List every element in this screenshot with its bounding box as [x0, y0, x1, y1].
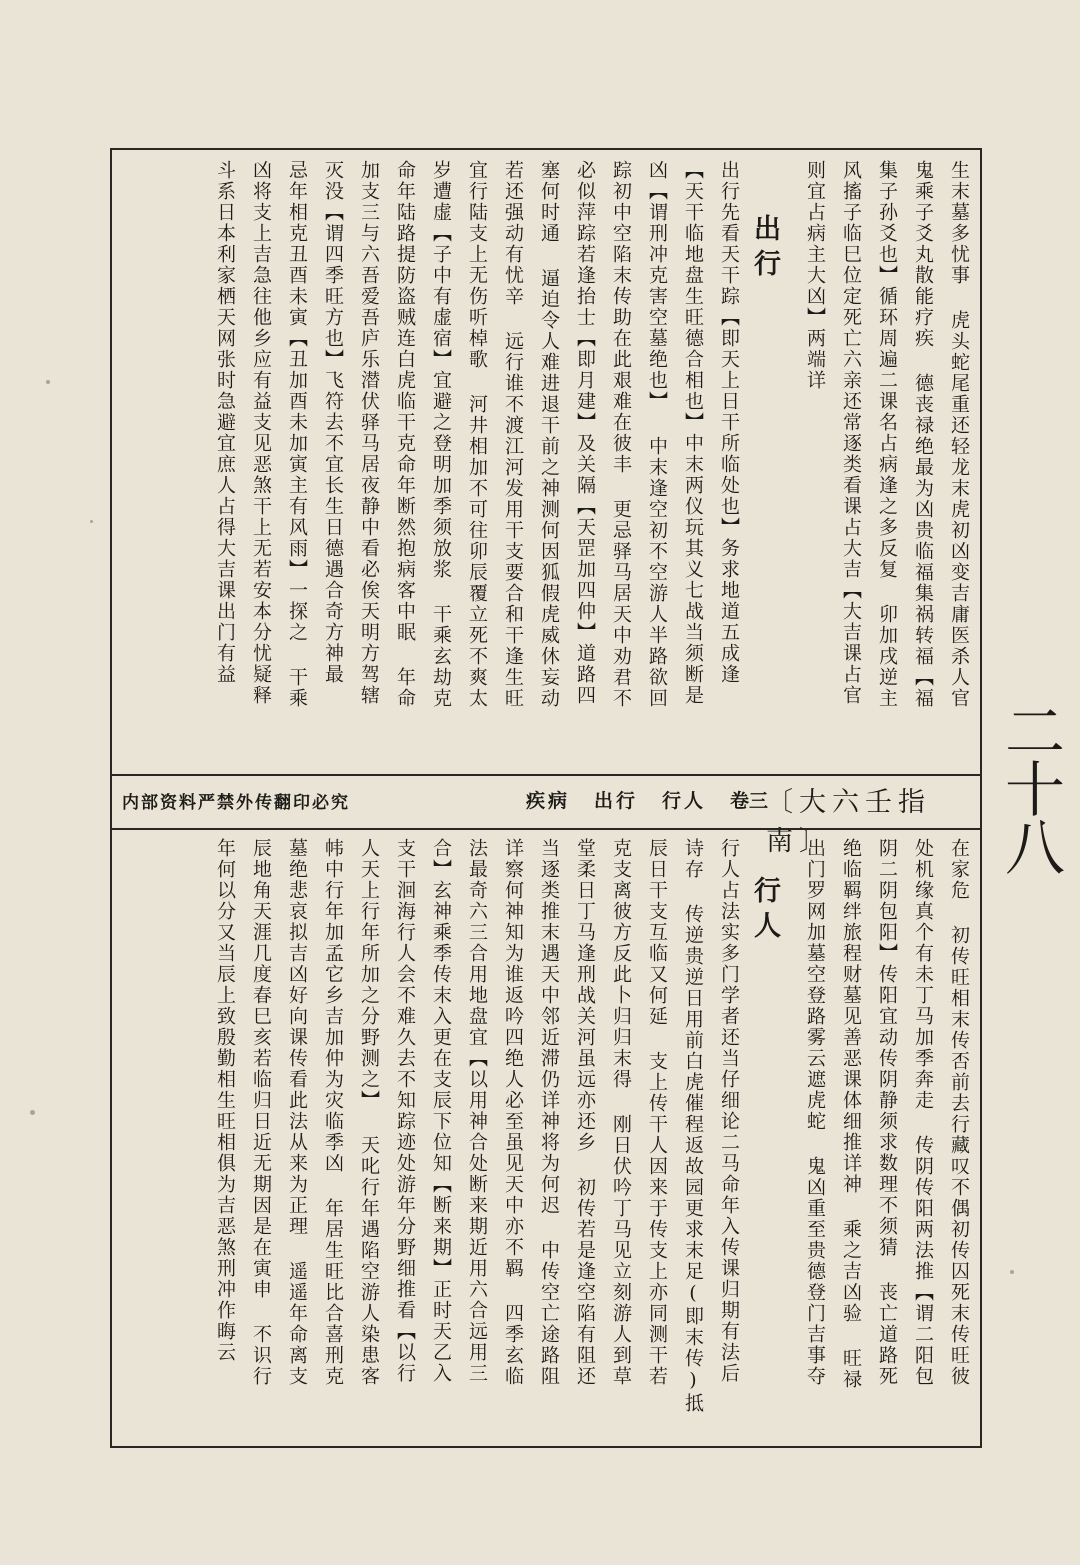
text-column: 灭没【谓四季旺方也】飞符去不宜长生日德遇合奇方神最 [322, 160, 344, 685]
category-label: 出行 [594, 790, 639, 812]
text-column: 克支离彼方反此卜归归末得 刚日伏吟丁马见立刻游人到草 [610, 838, 632, 1387]
text-column: 在家危 初传旺相末传否前去行藏叹不偶初传囚死末传旺彼 [948, 838, 970, 1387]
section-title-traveler: 行人 [749, 876, 780, 946]
text-column: 生末墓多忧事 虎头蛇尾重还轻龙末虎初凶变吉庸医杀人官 [948, 160, 970, 709]
text-column: 辰地角天涯几度春巳亥若临归日近无期因是在寅申 不识行 [250, 838, 272, 1387]
text-column: 若还强动有忧辛 远行谁不渡江河发用干支要合和干逢生旺 [502, 160, 524, 709]
text-column: 人天上行年所加之分野测之】 天叱行年遇陷空游人染患客 [358, 838, 380, 1387]
text-column: 塞何时通 逼迫令人难进退干前之神测何因狐假虎威休妄动 [538, 160, 560, 709]
text-column: 墓绝悲哀拟吉凶好向课传看此法从来为正理 遥遥年命离支 [286, 838, 308, 1387]
text-column: 风搐子临巳位定死亡六亲还常逐类看课占大吉【大吉课占官 [840, 160, 862, 706]
paper-speck [1010, 1270, 1014, 1274]
text-column: 诗存 传逆贵逆日用前白虎催程返故园更求末足(即末传)抵 [682, 838, 704, 1414]
text-column: 斗系日本利家栖天网张时急避宜庶人占得大吉课出门有益 [214, 160, 236, 685]
text-column: 当逐类推末遇天中邻近滞仍详神将为何迟 中传空亡途路阻 [538, 838, 560, 1387]
text-column: 凶【谓刑冲克害空墓绝也】 中末逢空初不空游人半路欲回 [646, 160, 668, 709]
text-column: 绝临羁绊旅程财墓见善恶课体细推详神 乘之吉凶验 旺禄 [840, 838, 862, 1390]
text-column: 【天干临地盘生旺德合相也】中末两仪玩其义七战当须断是 [682, 160, 704, 706]
text-column: 加支三与六吾爱吾庐乐潜伏驿马居夜静中看必俟天明方驾辖 [358, 160, 380, 706]
header-volume: 卷三 [730, 790, 769, 812]
text-column: 年何以分又当辰上致殷勤相生旺相俱为吉恶煞刑冲作晦云 [214, 838, 236, 1363]
header-notice: 内部资料严禁外传翻印必究 [122, 793, 350, 813]
header-book-title: 〔大六壬指南〕 [766, 787, 931, 857]
category-label: 疾病 [526, 790, 571, 812]
text-column: 出行先看天干踪【即天上日干所临处也】务求地道五成逢 [718, 160, 740, 685]
lower-panel [120, 832, 972, 1442]
text-column: 支干洄海行人会不难久去不知踪迹处游年分野细推看【以行 [394, 838, 416, 1384]
page-number: 二十八 [995, 700, 1065, 874]
text-column: 详察何神知为谁返吟四绝人必至虽见天中亦不羁 四季玄临 [502, 838, 524, 1387]
text-column: 阴二阴包阳】传阳宜动传阴静须求数理不须猜 丧亡道路死 [876, 838, 898, 1387]
text-column: 则宜占病主大凶】两端详 [804, 160, 826, 391]
category-label: 行人 [662, 790, 707, 812]
text-column: 堂柔日丁马逢刑战关河虽远亦还乡 初传若是逢空陷有阻还 [574, 838, 596, 1387]
text-column: 出门罗网加墓空登路雾云遮虎蛇 鬼凶重至贵德登门吉事夺 [804, 838, 826, 1387]
text-column: 辰日干支互临又何延 支上传干人因来于传支上亦同测干若 [646, 838, 668, 1387]
text-column: 宜行陆支上无伤听棹歌 河井相加不可往卯辰覆立死不爽太 [466, 160, 488, 709]
upper-panel [120, 154, 972, 772]
section-title-departure: 出行 [749, 214, 780, 284]
text-column: 必似萍踪若逢抬士【即月建】及关隔【天罡加四仲】道路四 [574, 160, 596, 706]
band-bottom-rule [112, 828, 980, 830]
text-column: 合】玄神乘季传末入更在支辰下位知【断来期】正时天乙入 [430, 838, 452, 1384]
paper-speck [30, 1110, 35, 1115]
text-column: 命年陆路提防盗贼连白虎临干克命年断然抱病客中眠 年命 [394, 160, 416, 709]
header-categories [526, 786, 706, 813]
text-column: 凶将支上吉急往他乡应有益支见恶煞干上无若安本分忧疑释 [250, 160, 272, 706]
text-column: 忌年相克丑酉未寅【丑加酉未加寅主有风雨】一探之 干乘 [286, 160, 308, 709]
text-column: 处机缘真个有未丁马加季奔走 传阴传阳两法推【谓二阳包 [912, 838, 934, 1387]
text-column: 法最奇六三合用地盘宜【以用神合处断来期近用六合远用三 [466, 838, 488, 1384]
text-column: 岁遭虚【子中有虚宿】宜避之登明加季须放浆 干乘玄劫克 [430, 160, 452, 709]
running-header-band [116, 776, 976, 857]
paper-speck [90, 520, 93, 523]
paper-speck [46, 380, 50, 384]
text-column: 帏中行年加孟它乡吉加仲为灾临季凶 年居生旺比合喜刑克 [322, 838, 344, 1387]
text-column: 踪初中空陷末传助在此艰难在彼丰 更忌驿马居天中劝君不 [610, 160, 632, 709]
text-column: 鬼乘子爻丸散能疗疾 德丧禄绝最为凶贵临福集祸转福【福 [912, 160, 934, 709]
text-column: 集子孙爻也】循环周遍二课名占病逢之多反复 卯加戌逆主 [876, 160, 898, 709]
text-frame [110, 148, 982, 1448]
text-column: 行人占法实多门学者还当仔细论二马命年入传课归期有法后 [718, 838, 740, 1384]
